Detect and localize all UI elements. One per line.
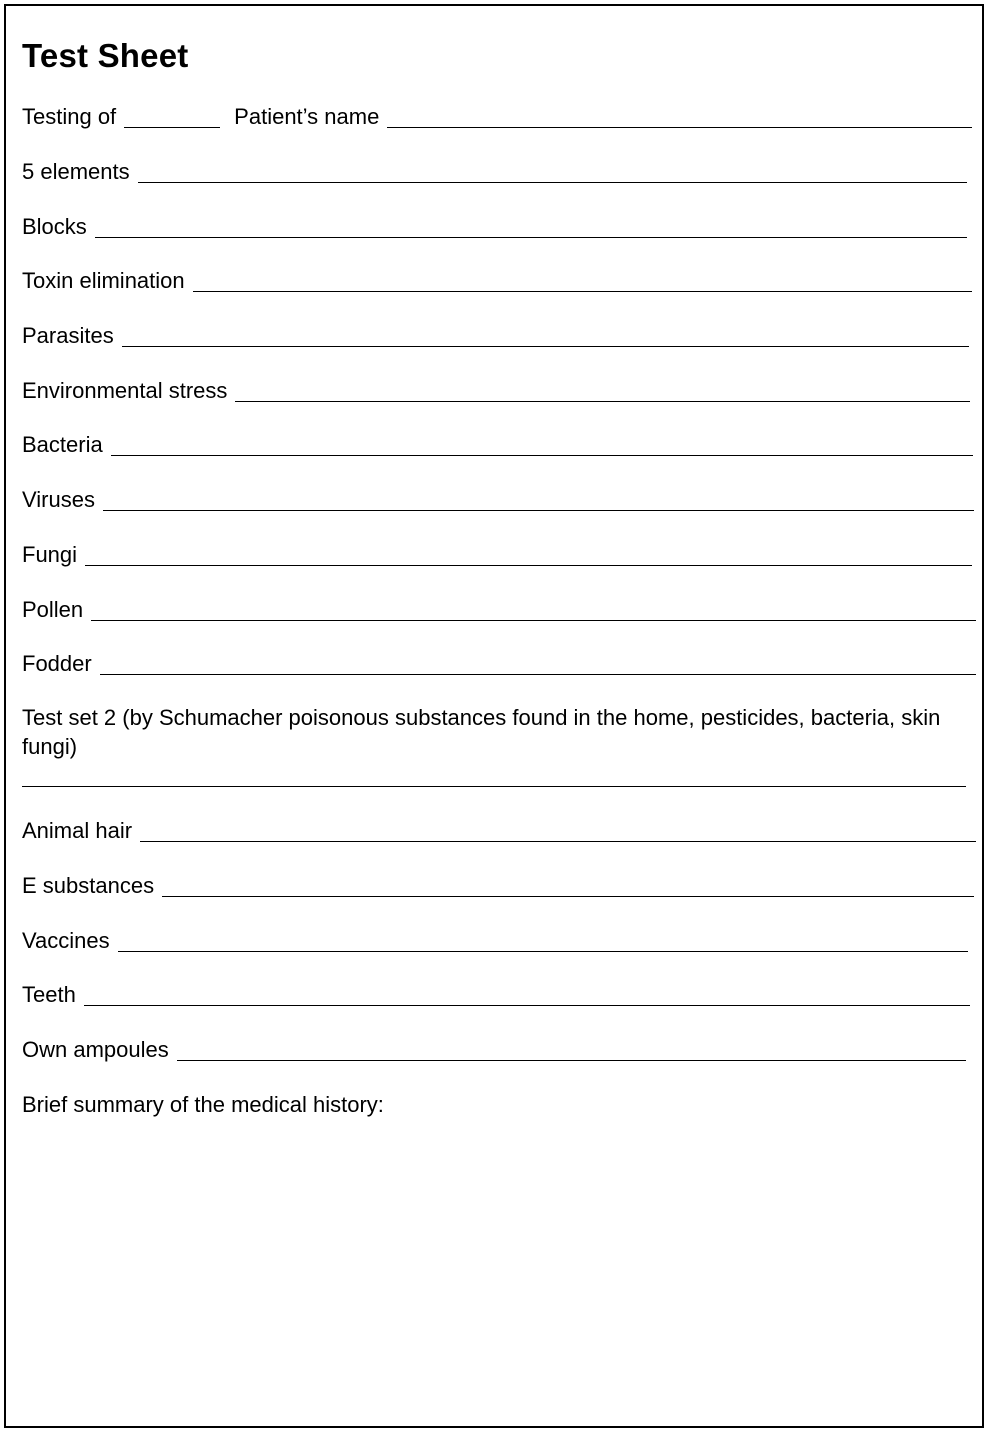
field-row-own-ampoules xyxy=(22,1037,966,1063)
field-row-viruses xyxy=(22,487,974,513)
field-label: Fungi xyxy=(22,542,78,567)
test-set-2-label: Test set 2 (by Schumacher poisonous substances found in the home, pesticides, bacteria, skin fungi) xyxy=(22,705,941,759)
field-line[interactable] xyxy=(235,380,970,402)
field-line[interactable] xyxy=(91,599,976,621)
field-line[interactable] xyxy=(138,161,967,183)
page-title: Test Sheet xyxy=(22,37,189,74)
field-line[interactable] xyxy=(177,1039,966,1061)
field-row-5-elements xyxy=(22,159,967,185)
field-row-blocks xyxy=(22,214,967,240)
field-line[interactable] xyxy=(193,270,972,292)
field-row-fungi xyxy=(22,542,972,568)
field-row-vaccines xyxy=(22,928,968,954)
field-line[interactable] xyxy=(103,489,974,511)
field-line[interactable] xyxy=(111,434,973,456)
field-label: Vaccines xyxy=(22,928,110,953)
patient-name-field[interactable] xyxy=(387,106,972,128)
field-label: Environmental stress xyxy=(22,378,228,403)
field-label: Fodder xyxy=(22,651,92,676)
field-line[interactable] xyxy=(122,325,969,347)
field-row-e-substances xyxy=(22,873,974,899)
field-label: 5 elements xyxy=(22,159,130,184)
test-set-2-field[interactable] xyxy=(22,786,966,787)
field-line[interactable] xyxy=(95,216,967,238)
testing-of-field[interactable] xyxy=(124,106,220,128)
field-row-bacteria xyxy=(22,432,973,458)
field-line[interactable] xyxy=(140,820,976,842)
field-line[interactable] xyxy=(100,653,976,675)
field-row-toxin-elimination xyxy=(22,268,972,294)
field-row-animal-hair xyxy=(22,818,976,844)
test-sheet-page xyxy=(4,4,984,1428)
field-row-pollen xyxy=(22,597,976,623)
field-line[interactable] xyxy=(84,984,970,1006)
field-label: Parasites xyxy=(22,323,114,348)
field-line[interactable] xyxy=(85,544,972,566)
field-label: Animal hair xyxy=(22,818,133,843)
patient-name-label: Patient’s name xyxy=(234,104,380,129)
field-row-environmental-stress xyxy=(22,378,970,404)
field-label: Teeth xyxy=(22,982,76,1007)
field-line[interactable] xyxy=(162,875,974,897)
field-label: Own ampoules xyxy=(22,1037,169,1062)
field-label: Blocks xyxy=(22,214,87,239)
field-label: Viruses xyxy=(22,487,95,512)
testing-of-label: Testing of xyxy=(22,104,117,129)
field-label: E substances xyxy=(22,873,155,898)
header-row xyxy=(22,104,972,130)
field-label: Pollen xyxy=(22,597,84,622)
field-line[interactable] xyxy=(118,930,968,952)
field-label: Bacteria xyxy=(22,432,103,457)
field-row-teeth xyxy=(22,982,970,1008)
field-row-parasites xyxy=(22,323,969,349)
field-row-fodder xyxy=(22,651,976,677)
field-label: Toxin elimination xyxy=(22,268,185,293)
medical-history-summary-label: Brief summary of the medical history: xyxy=(22,1092,384,1117)
